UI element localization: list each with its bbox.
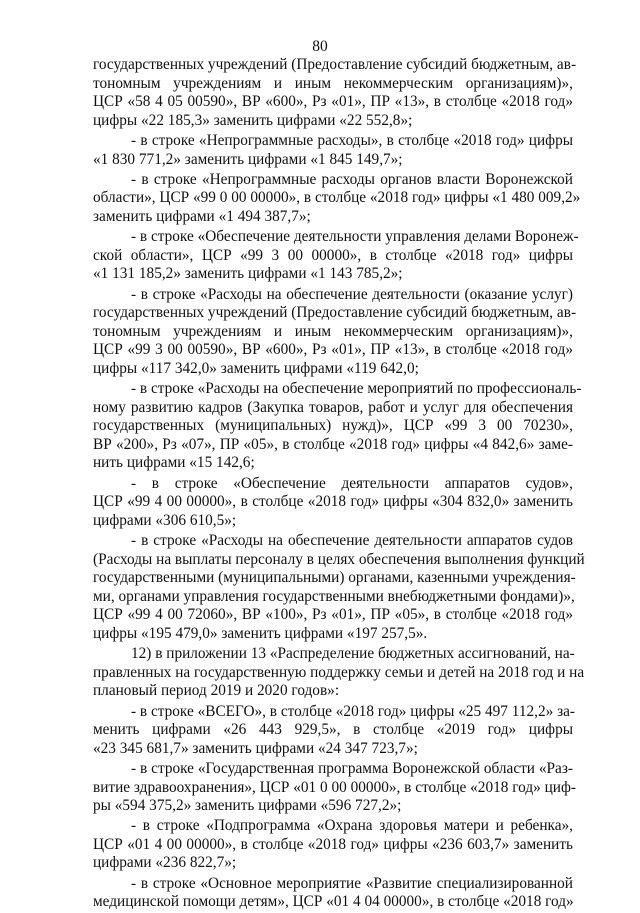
text-line: цифрами «306 610,5»; — [93, 511, 237, 529]
text-line: ЦСР «99 4 00 72060», ВР «100», Рз «01», ПР «05», в столбце «2018 год» — [93, 606, 573, 624]
text-line: «1 131 185,2» заменить цифрами «1 143 785,2»; — [93, 265, 403, 283]
text-line: 12) в приложении 13 «Распределение бюджетных ассигнований, на- — [131, 645, 575, 663]
text-line: ми, органами управления государственными внебюджетными фондами)», — [93, 587, 575, 605]
text-line: - в строке «Непрограммные расходы органов власти Воронежской — [131, 170, 573, 188]
text-line: тономным учреждениям и иным некоммерческим организациям)», — [93, 74, 573, 92]
text-line: витие здравоохранения», ЦСР «01 0 00 00000», в столбце «2018 год» циф- — [93, 778, 576, 796]
text-line: цифры «22 185,3» заменить цифрами «22 552,8»; — [93, 111, 413, 129]
text-line: менить цифрами «26 443 929,5», в столбце «2019 год» цифры — [93, 721, 573, 739]
paragraph — [93, 875, 573, 912]
text-line: - в строке «Расходы на обеспечение мероприятий по профессиональ- — [131, 380, 582, 398]
text-line: цифры «117 342,0» заменить цифрами «119 642,0; — [93, 359, 419, 377]
paragraph — [93, 645, 585, 701]
paragraph — [93, 285, 577, 379]
paragraph — [93, 475, 573, 531]
paragraph — [93, 56, 577, 130]
text-line: медицинской помощи детям», ЦСР «01 4 04 00000», в столбце «2018 год» — [93, 893, 574, 911]
text-line: цифры «195 479,0» заменить цифрами «197 257,5». — [93, 624, 428, 642]
text-line: государственных (муниципальных) нужд)», ЦСР «99 3 00 70230», — [93, 417, 573, 435]
paragraph — [93, 532, 585, 644]
text-line: области», ЦСР «99 0 00 00000», в столбце «2018 год» цифры «1 480 009,2» — [93, 189, 581, 207]
text-line: заменить цифрами «1 494 387,7»; — [93, 207, 311, 225]
paragraph — [93, 228, 579, 284]
text-line: - в строке «Основное мероприятие «Развитие специализированной — [131, 874, 573, 892]
text-line: - в строке «Расходы на обеспечение деятельности аппаратов судов — [131, 532, 573, 549]
paragraph — [93, 702, 576, 759]
paragraph — [93, 380, 582, 473]
text-line: тономным учреждениям и иным некоммерческим организациям)», — [93, 322, 573, 340]
text-line: плановый период 2019 и 2020 годов»: — [93, 682, 340, 700]
text-line: - в строке «Непрограммные расходы», в столбце «2018 год» цифры — [131, 131, 573, 149]
text-line: ВР «200», Рз «07», ПР «05», в столбце «2018 год» цифры «4 842,6» заме- — [93, 435, 573, 453]
text-line: - в строке «ВСЕГО», в столбце «2018 год» цифры «25 497 112,2» за- — [131, 702, 576, 720]
paragraph — [93, 759, 576, 816]
text-line: ному развитию кадров (Закупка товаров, работ и услуг для обеспечения — [93, 398, 573, 416]
text-line: нить цифрами «15 142,6; — [93, 454, 255, 472]
text-line: правленных на государственную поддержку семьи и детей на 2018 год и на — [93, 663, 585, 681]
text-line: цифрами «236 822,7»; — [93, 854, 237, 872]
text-line: ЦСР «99 3 00 00590», ВР «600», Рз «01», ПР «13», в столбце «2018 год» — [93, 341, 573, 359]
text-line: ры «594 375,2» заменить цифрами «596 727,2»; — [93, 797, 402, 815]
text-line: «23 345 681,7» заменить цифрами «24 347 723,7»; — [93, 739, 418, 757]
text-line: «1 830 771,2» заменить цифрами «1 845 149,7»; — [93, 150, 403, 168]
text-line: ЦСР «01 4 00 00000», в столбце «2018 год» цифры «236 603,7» заменить — [93, 835, 573, 853]
page-number: 80 — [312, 38, 328, 55]
text-line: ской области», ЦСР «99 3 00 00000», в столбце «2018 год» цифры — [93, 246, 573, 264]
text-line: ЦСР «58 4 05 00590», ВР «600», Рз «01», ПР «13», в столбце «2018 год» — [93, 93, 573, 111]
text-line: - в строке «Государственная программа Воронежской области «Раз- — [131, 759, 573, 777]
text-line: (Расходы на выплаты персоналу в целях обеспечения выполнения функций — [93, 550, 585, 568]
text-line: ЦСР «99 4 00 00000», в столбце «2018 год» цифры «304 832,0» заменить — [93, 493, 573, 511]
text-line: - в строке «Обеспечение деятельности управления делами Воронеж- — [131, 228, 579, 246]
paragraph — [93, 170, 581, 227]
paragraph — [93, 132, 573, 169]
text-line: - в строке «Расходы на обеспечение деятельности (оказание услуг) — [131, 285, 573, 303]
text-line: государственными (муниципальными) органами, казенными учреждения- — [93, 569, 576, 587]
document-body — [93, 56, 585, 913]
paragraph — [93, 817, 573, 873]
text-line: государственных учреждений (Предоставление субсидий бюджетным, ав- — [93, 56, 577, 73]
text-line: государственных учреждений (Предоставление субсидий бюджетным, ав- — [93, 304, 577, 322]
text-line: - в строке «Обеспечение деятельности аппаратов судов», — [131, 474, 573, 492]
text-line: - в строке «Подпрограмма «Охрана здоровья матери и ребенка», — [131, 817, 573, 835]
